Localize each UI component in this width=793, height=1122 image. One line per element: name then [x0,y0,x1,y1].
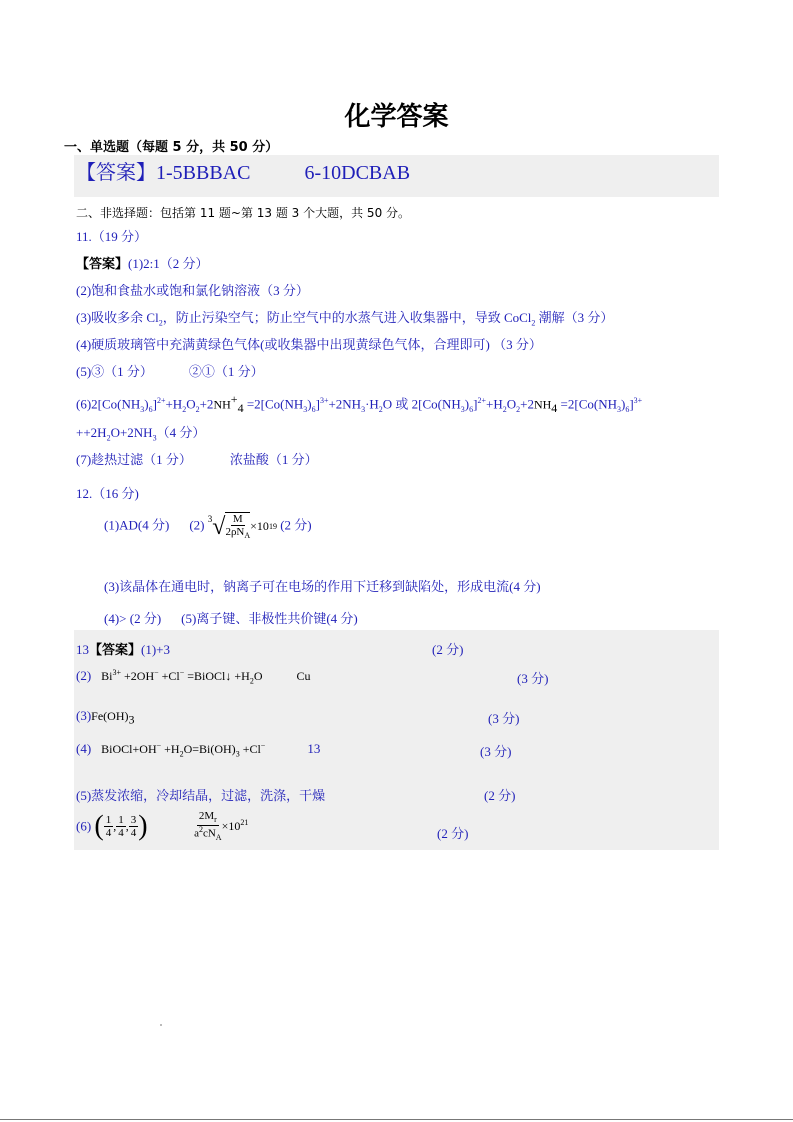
sub: 2 [249,676,254,686]
q12-heading: 12.（16 分) [76,486,139,501]
sub: 3 [152,433,157,443]
section2-heading: 二、非选择题：包括第 11 题~第 13 题 3 个大题，共 50 分。 [76,206,411,220]
q11-line6 [76,392,642,416]
q11-part7b: 浓盐酸（1 分） [229,452,318,467]
q13-fe-oh: Fe(OH) [91,709,129,723]
copper: Cu [296,669,311,683]
tail-text: ×10 [221,819,241,834]
eq-text: ++2H [76,425,107,440]
sub: r [214,815,217,825]
den-text: a [194,827,199,840]
root-index: 3 [207,514,213,524]
eq-text: +Cl [239,742,261,756]
coord-1 [104,813,117,839]
sup: 3+ [319,396,329,405]
coord-3 [129,814,139,839]
section1-answer [76,156,410,185]
sub: 2 [158,318,163,328]
sup: + [230,392,238,406]
sub: 3 [128,712,135,727]
sub: 3 [616,404,621,414]
power-ten: ×10 [250,519,269,534]
power-ten [222,819,249,833]
answer-1-5: 1-5BBBAC [156,162,251,184]
sub: 2 [516,404,521,414]
q13-eq4 [101,741,266,759]
sub: 4 [551,400,558,415]
right-paren: ) [138,810,148,842]
numerator: 1 [105,813,112,826]
denominator [225,526,250,541]
ammonium: NH [533,397,552,412]
eq-text: BiOCl+OH [101,742,157,756]
q12-part1: (1)AD(4 分) [104,517,170,533]
num-text: 2M [198,810,215,822]
q11-line1 [76,253,209,272]
denominator: 4 [105,826,112,839]
left-paren: ( [94,810,104,842]
q11-part5a: (5)③（1 分） [76,364,153,379]
numerator: 3 [130,813,137,826]
q12-line1 [104,512,312,541]
answer-tag: 【答案】 [76,256,129,271]
sub: 2 [179,749,184,759]
sup: 2+ [156,396,166,405]
eq-text: ) [620,396,626,412]
sup: 3+ [112,668,122,677]
section1-heading: 一、单选题（每题 5 分，共 50 分） [64,140,279,155]
sub: 6 [625,404,630,414]
cube-root-expression [208,512,277,541]
q13-line4-score: (3 分) [480,744,512,759]
sub: 3 [460,404,465,414]
denominator: 4 [118,826,124,839]
q13-line6 [76,810,248,843]
q12-line2: (3)该晶体在通电时，钠离子可在电场的作用下迁移到缺陷处，形成电流(4 分) [104,579,541,594]
q11-part1: (1)2:1（2 分） [128,256,209,271]
denominator: 4 [130,826,137,839]
den-text: cN [202,827,216,840]
sup: − [156,741,162,750]
answer-tag: 【答案】 [76,162,156,184]
sup: 3+ [633,396,643,405]
q13-line5: (5)蒸发浓缩，冷却结晶，过滤，洗涤，干燥 [76,788,326,803]
q13-part1: (1)+3 [141,642,171,657]
eq-text: +Cl [158,669,180,683]
eq-text: ] [629,396,634,412]
eq-text: O=Bi(OH) [183,742,236,756]
q12-line3 [104,608,358,627]
q13-number: 13 [76,642,89,657]
answer-6-10: 6-10DCBAB [304,162,411,184]
eq-text: O+2NH [110,425,153,440]
q13-line2 [76,668,311,685]
q13-value-13: 13 [307,741,321,756]
eq-text: O 或 2[Co(NH [382,396,461,412]
sup: − [260,741,266,750]
q13-part2-label: (2) [76,668,92,683]
eq-text: ·H [365,396,379,412]
comma: , [125,818,129,833]
numerator: 1 [118,813,124,826]
sub: 6 [469,404,474,414]
sub: 3 [140,404,145,414]
q12-part2-score: (2 分) [280,517,312,533]
answer-tag: 【答案】 [89,642,142,657]
eq-text: Bi [101,669,113,683]
q12-part4: (4)> (2 分) [104,611,162,626]
sub: 6 [148,404,153,414]
q13-line4 [76,741,320,758]
stray-mark [160,1024,162,1026]
q11-part3c: 潮解（3 分） [535,310,614,325]
q13-line6-score: (2 分) [437,826,469,841]
sub: 3 [235,749,240,759]
eq-text: +2 [520,396,534,412]
q11-part3a: (3)吸收多余 Cl [76,310,159,325]
sup: 19 [268,522,277,532]
q11-part3b: ，防止污染空气；防止空气中的水蒸气进入收集器中，导致 CoCl [162,310,532,325]
q13-line5-score: (2 分) [484,788,516,803]
q11-line2: (2)饱和食盐水或饱和氯化钠溶液（3 分） [76,283,309,298]
fraction [225,512,250,541]
eq-text: +H [161,742,180,756]
ammonium: NH [213,397,231,412]
eq-text: O [506,396,517,412]
q13-line1-score: (2 分) [432,642,464,657]
eq-text: =BiOCl↓ +H [184,669,250,683]
sub: 2 [106,433,111,443]
eq-text: +2OH [121,669,155,683]
sub: A [215,832,222,842]
coord-2 [116,814,126,839]
eq-text: O [253,669,263,683]
sup: − [179,668,185,677]
numerator: M [232,513,243,525]
q12-part2-label: (2) [189,517,205,533]
page-bottom-border [0,1119,793,1120]
eq-text: ] [315,396,320,412]
radical-sign: √ [212,513,226,540]
q11-line4: (4)硬质玻璃管中充满黄绿色气体(或收集器中出现黄绿色气体，合理即可) （3 分） [76,337,542,352]
q11-line5 [76,361,264,380]
eq-text: =2[Co(NH [557,396,617,412]
q13-line1 [76,639,170,658]
q12-part5: (5)离子键、非极性共价键(4 分) [181,611,358,626]
comma: , [113,818,117,833]
eq-text: （4 分） [156,425,206,440]
sub: 2 [195,404,200,414]
eq-text: (6)2[Co(NH [76,396,141,412]
eq-text: +H [165,396,183,412]
q11-heading: 11.（19 分） [76,229,148,244]
eq-text: =2[Co(NH [243,396,304,412]
eq-text: +2 [199,396,214,412]
eq-text: ) [144,396,149,412]
sub: 3 [303,404,308,414]
q13-line2-score: (3 分) [517,671,549,686]
eq-text: O [186,396,196,412]
sub: 2 [502,404,507,414]
page-title: 化学答案 [344,102,449,132]
q13-part4-label: (4) [76,741,92,756]
q11-part7a: (7)趁热过滤（1 分） [76,452,192,467]
q11-line7 [76,449,318,468]
eq-text: ] [152,396,157,412]
eq-text: +2NH [328,396,362,412]
q13-line3-score: (3 分) [488,711,520,726]
eq-text: +H [485,396,503,412]
sup: 2+ [477,396,486,405]
density-fraction [194,810,222,843]
eq-text: ) [464,396,470,412]
q13-part3-label: (3) [76,708,92,723]
q13-eq2 [101,668,263,686]
sub: A [244,531,251,541]
sub: 4 [237,400,244,415]
sub: 2 [378,404,383,414]
q11-part5b: ②①（1 分） [188,364,264,379]
q11-line3 [76,307,613,328]
sub: 2 [531,318,536,328]
denominator [194,826,222,843]
eq-text: ] [473,396,478,412]
eq-text: ) [307,396,312,412]
sub: 3 [361,404,366,414]
q13-line3 [76,708,135,728]
numerator [197,810,219,826]
sup: 2 [198,824,203,834]
sub: 2 [182,404,187,414]
sup: − [154,668,159,677]
den-text: 2ρN [225,526,245,539]
sub: 6 [311,404,316,414]
q11-line6-cont [76,422,205,443]
q13-part6-label: (6) [76,818,92,834]
sup: 21 [240,818,249,828]
